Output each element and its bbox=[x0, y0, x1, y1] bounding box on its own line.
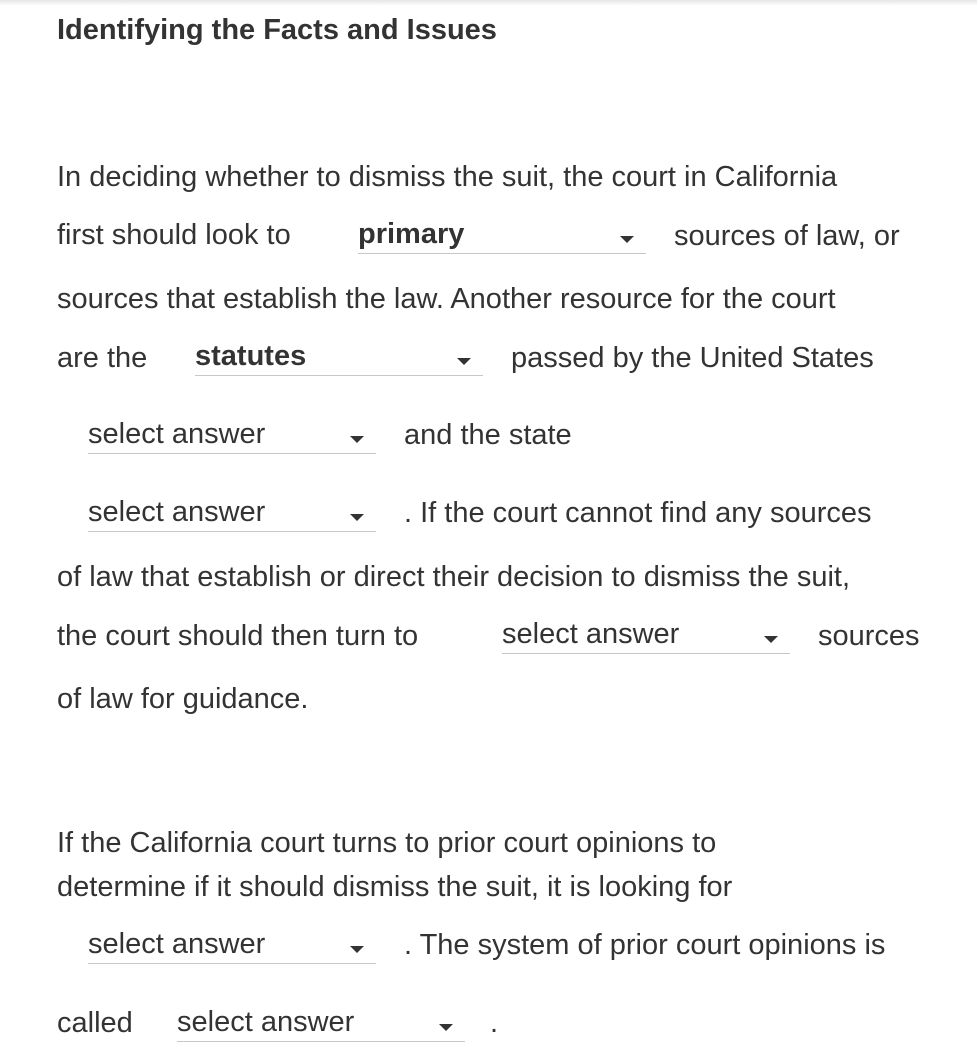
state-body-dropdown[interactable] bbox=[88, 492, 376, 532]
chevron-down-icon bbox=[764, 636, 778, 643]
dropdown-value: select answer bbox=[88, 928, 266, 960]
p1-line6-post: . If the court cannot find any sources bbox=[404, 497, 872, 529]
chevron-down-icon bbox=[439, 1024, 453, 1031]
dropdown-value: primary bbox=[358, 218, 465, 250]
dropdown-value: select answer bbox=[177, 1006, 355, 1038]
p1-line4-post: passed by the United States bbox=[511, 342, 874, 374]
chevron-down-icon bbox=[350, 514, 364, 521]
top-shadow bbox=[0, 0, 977, 6]
law-resource-dropdown[interactable] bbox=[195, 336, 483, 376]
dropdown-value: select answer bbox=[88, 496, 266, 528]
source-type-dropdown[interactable] bbox=[358, 214, 646, 254]
chevron-down-icon bbox=[350, 946, 364, 953]
p1-line8-post: sources bbox=[818, 620, 920, 652]
chevron-down-icon bbox=[350, 436, 364, 443]
chevron-down-icon bbox=[457, 358, 471, 365]
dropdown-value: select answer bbox=[502, 618, 680, 650]
p1-line2-pre: first should look to bbox=[57, 219, 291, 251]
p1-line8-pre: the court should then turn to bbox=[57, 620, 419, 652]
legislature-dropdown[interactable] bbox=[88, 414, 376, 454]
p2-line2: determine if it should dismiss the suit, it is looking for bbox=[57, 871, 733, 903]
p1-line9: of law for guidance. bbox=[57, 683, 309, 715]
p2-line4-post: . bbox=[490, 1007, 499, 1039]
p1-line7: of law that establish or direct their decision to dismiss the suit, bbox=[57, 561, 851, 593]
chevron-down-icon bbox=[620, 236, 634, 243]
p2-line4-pre: called bbox=[57, 1007, 133, 1039]
p1-line4-pre: are the bbox=[57, 342, 148, 374]
precedent-system-dropdown[interactable] bbox=[177, 1002, 465, 1042]
secondary-source-dropdown[interactable] bbox=[502, 614, 790, 654]
court-opinions-dropdown[interactable] bbox=[88, 924, 376, 964]
p1-line2-post: sources of law, or bbox=[674, 220, 900, 252]
p2-line1: If the California court turns to prior court opinions to bbox=[57, 827, 717, 859]
p2-line3-post: . The system of prior court opinions is bbox=[404, 929, 886, 961]
p1-line1: In deciding whether to dismiss the suit, the court in California bbox=[57, 161, 838, 193]
p1-line3: sources that establish the law. Another resource for the court bbox=[57, 283, 836, 315]
dropdown-value: statutes bbox=[195, 340, 307, 372]
dropdown-value: select answer bbox=[88, 418, 266, 450]
page-title: Identifying the Facts and Issues bbox=[57, 14, 497, 46]
p1-line5-post: and the state bbox=[404, 419, 572, 451]
